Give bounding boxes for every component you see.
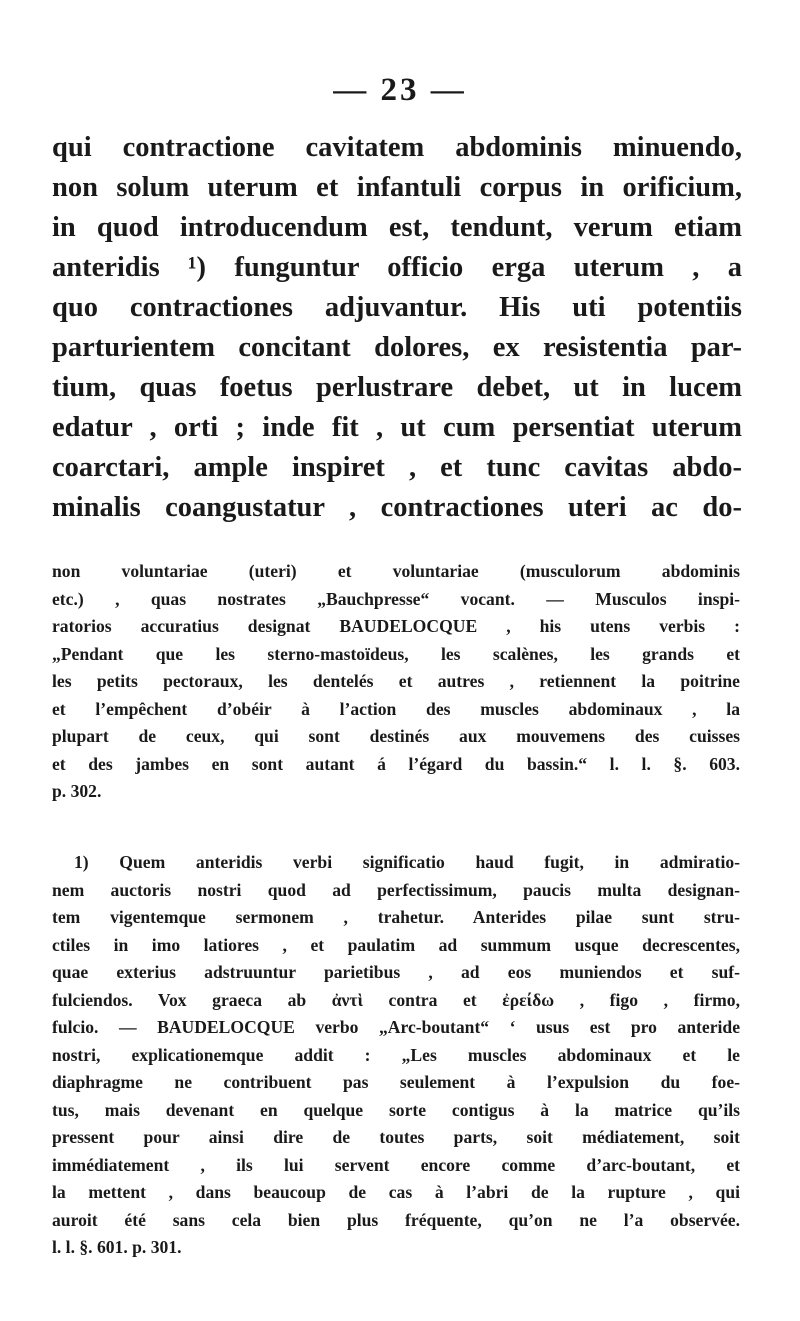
note-line: et l’empêchent d’obéir à l’action des muscles abdominaux , la bbox=[52, 698, 740, 719]
note-line: ratorios accuratius designat BAUDELOCQUE , his utens verbis : bbox=[52, 616, 740, 636]
note-line: et des jambes en sont autant á l’égard du bassin.“ l. l. §. 603. bbox=[52, 753, 740, 774]
footnote-line: diaphragme ne contribuent pas seulement à l’expulsion du foe- bbox=[52, 1072, 740, 1092]
footnote-line: pressent pour ainsi dire de toutes parts, soit médiatement, soit bbox=[52, 1127, 740, 1147]
main-text-line: anteridis ¹) funguntur officio erga uterum , a bbox=[52, 252, 742, 283]
note-line: plupart de ceux, qui sont destinés aux mouvemens des cuisses bbox=[52, 726, 740, 746]
main-text-block bbox=[52, 128, 742, 528]
footnote-line: fulciendos. Vox graeca ab ἀντὶ contra et ἐρείδω , figo , firmo, bbox=[52, 989, 740, 1010]
main-text-line: quo contractiones adjuvantur. His uti potentiis bbox=[52, 292, 742, 323]
note-line: les petits pectoraux, les dentelés et autres , retiennent la poitrine bbox=[52, 671, 740, 691]
footnote-line: fulcio. — BAUDELOCQUE verbo „Arc-boutant“ ‘ usus est pro anteride bbox=[52, 1017, 740, 1037]
footnote-1-block bbox=[52, 849, 740, 1262]
page-number: — 23 — bbox=[333, 72, 467, 108]
main-text-line: parturientem concitant dolores, ex resistentia par- bbox=[52, 332, 742, 363]
footnote-line: tus, mais devenant en quelque sorte contigus à la matrice qu’ils bbox=[52, 1099, 740, 1120]
footnote-line: nem auctoris nostri quod ad perfectissimum, paucis multa designan- bbox=[52, 879, 740, 900]
footnote-line: quae exterius adstruuntur parietibus , ad eos muniendos et suf- bbox=[52, 962, 740, 982]
main-text-line: minalis coangustatur , contractiones uteri ac do- bbox=[52, 492, 742, 523]
footnote-line: nostri, explicationemque addit : „Les muscles abdominaux et le bbox=[52, 1044, 740, 1065]
main-text-line: in quod introducendum est, tendunt, verum etiam bbox=[52, 212, 742, 243]
note-line: p. 302. bbox=[52, 781, 102, 801]
footnote-line: immédiatement , ils lui servent encore comme d’arc-boutant, et bbox=[52, 1154, 740, 1175]
note-line: non voluntariae (uteri) et voluntariae (musculorum abdominis bbox=[52, 561, 740, 581]
note-line: etc.) , quas nostrates „Bauchpresse“ vocant. — Musculos inspi- bbox=[52, 588, 740, 609]
main-text-line: edatur , orti ; inde fit , ut cum persentiat uterum bbox=[52, 412, 742, 443]
main-text-line: tium, quas foetus perlustrare debet, ut in lucem bbox=[52, 372, 742, 403]
footnote-line: 1) Quem anteridis verbi significatio haud fugit, in admiratio- bbox=[74, 852, 740, 872]
main-text-line: non solum uterum et infantuli corpus in orificium, bbox=[52, 172, 742, 203]
footnote-line: la mettent , dans beaucoup de cas à l’abri de la rupture , qui bbox=[52, 1182, 740, 1202]
note-line: „Pendant que les sterno-mastoïdeus, les scalènes, les grands et bbox=[52, 643, 740, 664]
main-text-line: coarctari, ample inspiret , et tunc cavitas abdo- bbox=[52, 452, 742, 483]
footnote-line: auroit été sans cela bien plus fréquente, qu’on ne l’a observée. bbox=[52, 1209, 740, 1230]
footnote-line: ctiles in imo latiores , et paulatim ad summum usque decrescentes, bbox=[52, 934, 740, 955]
note-continuation-block bbox=[52, 558, 740, 806]
footnote-line: l. l. §. 601. p. 301. bbox=[52, 1237, 182, 1257]
footnote-line: tem vigentemque sermonem , trahetur. Anterides pilae sunt stru- bbox=[52, 907, 740, 927]
main-text-line: qui contractione cavitatem abdominis minuendo, bbox=[52, 132, 742, 163]
